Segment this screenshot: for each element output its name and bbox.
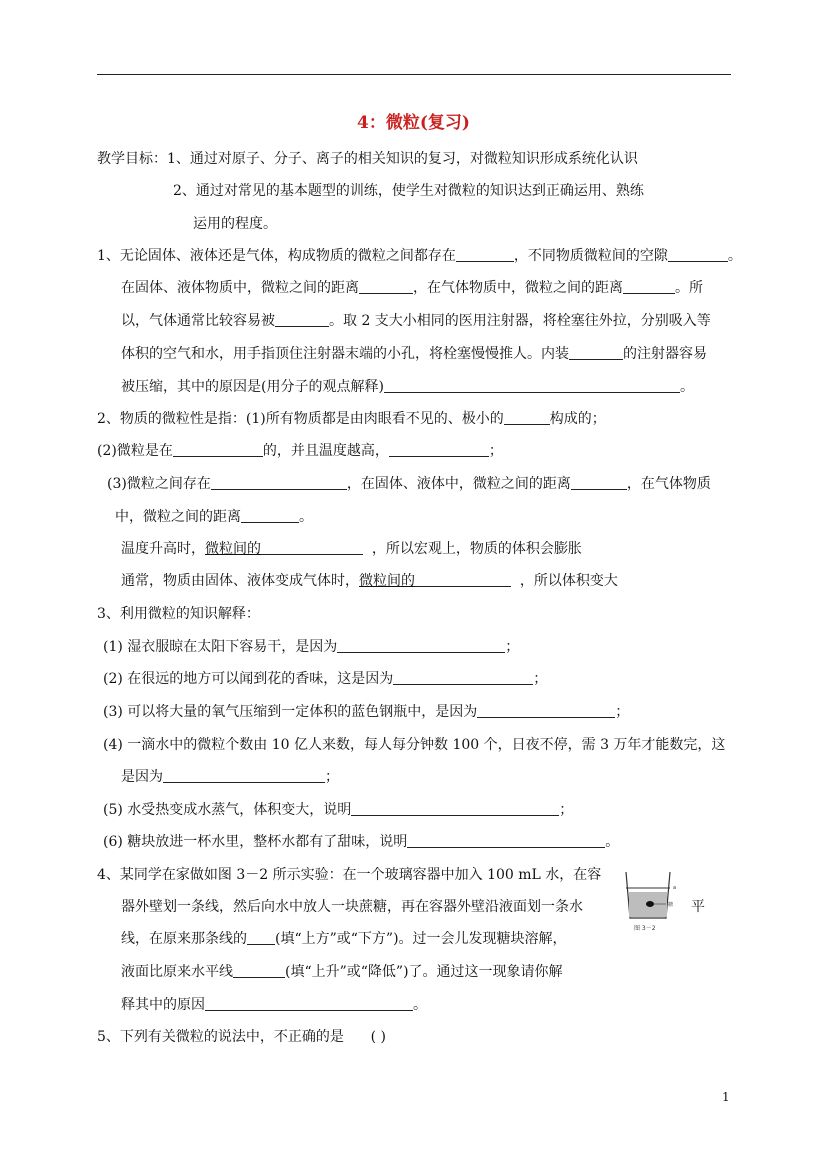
- q2-text: ，在固体、液体中，微粒之间的距离: [346, 476, 571, 492]
- q2-text: 温度升高时，: [121, 541, 205, 557]
- answer-blank[interactable]: [407, 833, 605, 848]
- q1-line-5: [121, 377, 694, 397]
- q2-text: 2、物质的微粒性是指：(1)所有物质都是由肉眼看不见的、极小的: [97, 411, 504, 427]
- answer-blank[interactable]: [393, 670, 533, 685]
- q4-text: 液面比原来水平线: [121, 964, 233, 980]
- q5-text: 5、下列有关微粒的说法中，不正确的是: [97, 1029, 344, 1045]
- q2-text: ；: [488, 443, 503, 459]
- q1-text: 体积的空气和水，用手指顶住注射器末端的小孔，将栓塞慢慢推人。内装: [121, 346, 569, 362]
- q4-line-4: [121, 962, 563, 982]
- answer-blank[interactable]: [163, 768, 325, 783]
- q2-line-4: [115, 507, 313, 527]
- q1-text: 以，气体通常比较容易被: [121, 313, 275, 329]
- answer-blank[interactable]: [389, 442, 489, 457]
- q3-text: ；: [615, 704, 630, 720]
- answer-blank[interactable]: [261, 540, 363, 555]
- figure-caption: 图 3－2: [634, 925, 656, 932]
- answer-blank[interactable]: [384, 378, 680, 393]
- q2-text: 通常，物质由固体、液体变成气体时，: [121, 573, 359, 589]
- q3-text: (2) 在很远的地方可以闻到花的香味，这是因为: [103, 671, 394, 687]
- q3-text: (6) 糖块放进一杯水里，整杯水都有了甜味，说明: [103, 834, 408, 850]
- q3-text: (3) 可以将大量的氧气压缩到一定体积的蓝色钢瓶中，是因为: [103, 704, 478, 720]
- goal-line-2: 2、通过对常见的基本题型的训练，使学生对微粒的知识达到正确运用、熟练: [173, 183, 644, 199]
- answer-blank[interactable]: [504, 410, 550, 425]
- q4-text: 释其中的原因: [121, 997, 205, 1013]
- q2-text: (2)微粒是在: [97, 443, 173, 459]
- q4-text: 线，在原来那条线的: [121, 931, 247, 947]
- q3-text: ；: [505, 639, 520, 655]
- q3-text: ；: [325, 769, 339, 785]
- q4-line-5: [121, 995, 427, 1015]
- q2-line-5: [121, 539, 582, 559]
- q4-line-2: 器外壁划一条线，然后向水中放人一块蔗糖，再在容器外壁沿液面划一条水: [121, 899, 583, 915]
- q1-text: ，在气体物质中，微粒之间的距离: [413, 280, 623, 296]
- q3-text: ；: [559, 802, 574, 818]
- goal-line-1: 教学目标：1、通过对原子、分子、离子的相关知识的复习，对微粒知识形成系统化认识: [97, 151, 638, 167]
- answer-blank[interactable]: [205, 996, 413, 1011]
- q2-line-3: [107, 474, 711, 494]
- q3-item-4: (4) 一滴水中的微粒个数由 10 亿人来数，每人每分钟数 100 个，日夜不停，需 3 万年才能数完，这: [103, 737, 726, 753]
- q2-line-2: [97, 441, 503, 461]
- q1-line-1: [97, 246, 742, 266]
- answer-blank[interactable]: [456, 247, 514, 262]
- q2-line-6: [121, 571, 618, 591]
- q2-underlined-text: 微粒间的: [359, 573, 415, 589]
- sugar-cube: [646, 901, 654, 907]
- q1-text: ，不同物质微粒间的空隙: [513, 248, 668, 264]
- q5-answer-brackets[interactable]: ( ): [370, 1029, 386, 1045]
- q1-text: 。取 2 支大小相同的医用注射器，将栓塞往外拉，分别吸入等: [329, 313, 711, 329]
- q1-text: 在固体、液体物质中，微粒之间的距离: [121, 280, 359, 296]
- q2-text: 中，微粒之间的距离: [115, 509, 241, 525]
- q1-text: 1、无论固体、液体还是气体，构成物质的微粒之间都存在: [97, 248, 456, 264]
- q1-text: 。: [679, 379, 694, 395]
- q1-text: 。所: [675, 280, 703, 296]
- q1-text: 被压缩，其中的原因是(用分子的观点解释): [121, 379, 384, 395]
- q2-line-1: [97, 409, 606, 429]
- answer-blank[interactable]: [571, 475, 627, 490]
- q2-text: ，所以宏观上，物质的体积会膨胀: [371, 541, 582, 557]
- q3-text: ；: [533, 671, 548, 687]
- answer-blank[interactable]: [247, 930, 275, 945]
- answer-blank[interactable]: [415, 572, 511, 587]
- q3-item-4-cont: [121, 767, 339, 787]
- q5-line-1: [97, 1027, 386, 1047]
- answer-blank[interactable]: [351, 801, 559, 816]
- q3-item-3: [103, 702, 629, 722]
- answer-blank[interactable]: [623, 279, 675, 294]
- q3-text: (1) 湿衣服晾在太阳下容易干，是因为: [103, 639, 338, 655]
- answer-blank[interactable]: [233, 963, 285, 978]
- q3-heading: 3、利用微粒的知识解释：: [97, 606, 260, 622]
- answer-blank[interactable]: [173, 442, 263, 457]
- q4-text: (填“上升”或“降低”)了。通过这一现象请你解: [285, 964, 563, 980]
- header-rule: [97, 74, 731, 75]
- q4-line-1: 4、某同学在家做如图 3－2 所示实验：在一个玻璃容器中加入 100 mL 水，在容: [97, 867, 602, 883]
- q3-text: (5) 水受热变成水蒸气，体积变大，说明: [103, 802, 352, 818]
- q1-line-3: [121, 311, 711, 331]
- figure-label-sugar: 糖: [668, 902, 674, 908]
- q1-text: 的注射器容易: [623, 346, 707, 362]
- page-title: 4：微粒(复习): [357, 113, 470, 133]
- answer-blank[interactable]: [477, 703, 615, 718]
- q2-underlined-text: 微粒间的: [205, 541, 261, 557]
- q4-text: 。: [413, 997, 427, 1013]
- figure-label-a: a: [673, 885, 677, 891]
- page-number: 1: [722, 1090, 730, 1104]
- q3-item-2: [103, 669, 547, 689]
- answer-blank[interactable]: [668, 247, 728, 262]
- q2-text: ，在气体物质: [626, 476, 711, 492]
- q2-text: 构成的；: [549, 411, 606, 427]
- q1-text: 。: [727, 248, 742, 264]
- q1-line-2: [121, 278, 703, 298]
- answer-blank[interactable]: [241, 508, 299, 523]
- q3-item-6: [103, 832, 619, 852]
- goal-line-3: 运用的程度。: [193, 216, 277, 232]
- q4-line-2-tail: 平: [691, 899, 705, 915]
- q2-text: ，所以体积变大: [519, 573, 618, 589]
- q2-text: 的，并且温度越高，: [262, 443, 389, 459]
- q2-text: (3)微粒之间存在: [107, 476, 211, 492]
- answer-blank[interactable]: [211, 475, 347, 490]
- q3-item-1: [103, 637, 519, 657]
- answer-blank[interactable]: [275, 312, 329, 327]
- answer-blank[interactable]: [337, 638, 505, 653]
- q4-line-3: [121, 929, 567, 949]
- q3-text: 是因为: [121, 769, 163, 785]
- q1-line-4: [121, 344, 707, 364]
- q2-text: 。: [299, 509, 313, 525]
- q3-item-5: [103, 800, 573, 820]
- answer-blank[interactable]: [569, 345, 623, 360]
- q4-text: (填“上方”或“下方”)。过一会儿发现糖块溶解，: [275, 931, 567, 947]
- answer-blank[interactable]: [359, 279, 413, 294]
- beaker-figure: [620, 866, 682, 936]
- q3-text: 。: [605, 834, 620, 850]
